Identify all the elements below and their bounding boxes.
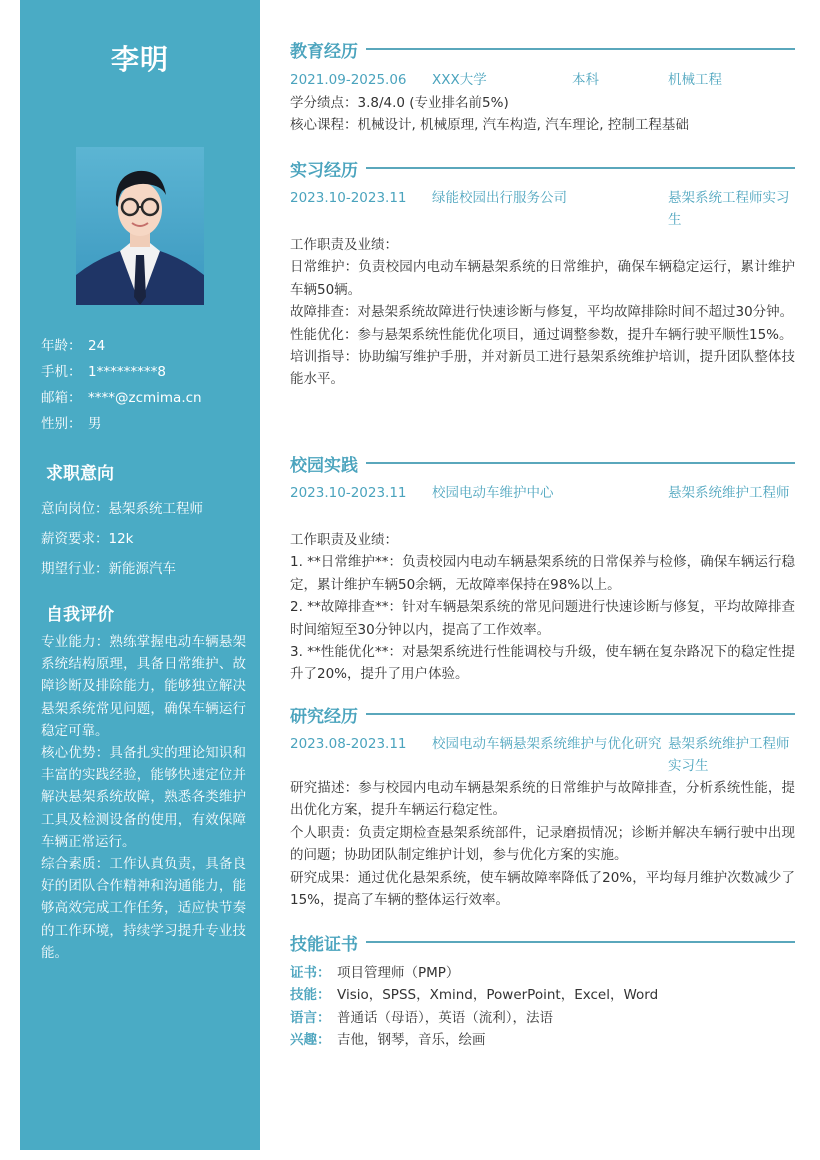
education-section [290, 37, 795, 137]
intent-position [41, 494, 256, 524]
education-major: 机械工程 [668, 72, 722, 88]
profile-photo [76, 147, 204, 305]
info-gender [41, 411, 251, 437]
section-divider [366, 462, 795, 464]
section-divider [366, 941, 795, 943]
research-project: 校园电动车辆悬架系统维护与优化研究 [432, 736, 662, 752]
research-role: 悬架系统维护工程师实习生 [668, 736, 790, 774]
portrait-image [76, 147, 204, 305]
self-eval-paragraph: 专业能力：熟练掌握电动车辆悬架系统结构原理，具备日常维护、故障诊断及排除能力，能够独立解决悬架系统常见问题，确保车辆运行稳定可靠。 [41, 634, 246, 739]
section-divider [366, 713, 795, 715]
info-phone [41, 359, 251, 385]
internship-company: 绿能校园出行服务公司 [432, 190, 567, 206]
campus-role: 悬架系统维护工程师 [668, 485, 790, 501]
info-value: ****@zcmima.cn [88, 390, 202, 406]
campus-line: 1. **日常维护**：负责校园内电动车辆悬架系统的日常保养与检修，确保车辆运行稳定，累计维护车辆50余辆，无故障率保持在98%以上。 [290, 554, 795, 593]
self-eval-paragraph: 核心优势：具备扎实的理论知识和丰富的实践经验，能够快速定位并解决悬架系统故障，熟悉各类维护工具及检测设备的使用，有效保障车辆正常运行。 [41, 745, 246, 850]
section-header [290, 930, 795, 954]
campus-date: 2023.10-2023.11 [290, 485, 407, 501]
internship-meta [290, 187, 795, 231]
skill-value: 普通话（母语），英语（流利），法语 [337, 1009, 553, 1026]
info-value: 1*********8 [88, 364, 166, 380]
skill-value: 吉他，钢琴，音乐，绘画 [337, 1032, 486, 1049]
personal-info [41, 333, 251, 437]
internship-role: 悬架系统工程师实习生 [668, 190, 790, 228]
campus-org: 校园电动车维护中心 [432, 485, 554, 501]
campus-line: 2. **故障排查**：针对车辆悬架系统的常见问题进行快速诊断与修复，平均故障排查时间缩短至30分钟以内，提高了工作效率。 [290, 599, 795, 638]
intent-value: 12k [108, 531, 134, 547]
education-line: 学分绩点：3.8/4.0 (专业排名前5%) [290, 95, 509, 111]
section-title: 实习经历 [290, 160, 358, 181]
info-email [41, 385, 251, 411]
intent-value: 新能源汽车 [108, 561, 176, 577]
section-header [290, 702, 795, 726]
skills-list [290, 962, 795, 1052]
section-title: 研究经历 [290, 706, 358, 727]
job-intent [41, 494, 256, 584]
info-label: 邮箱： [41, 390, 82, 406]
internship-line: 培训指导：协助编写维护手册，并对新员工进行悬架系统维护培训，提升团队整体技能水平。 [290, 349, 795, 388]
research-line: 个人职责：负责定期检查悬架系统部件，记录磨损情况；诊断并解决车辆行驶中出现的问题；协助团队制定维护计划，参与优化方案的实施。 [290, 824, 795, 864]
section-header [290, 156, 795, 180]
campus-line: 3. **性能优化**：对悬架系统进行性能调校与升级，使车辆在复杂路况下的稳定性提升了20%，提升了用户体验。 [290, 644, 795, 683]
section-header [290, 37, 795, 61]
section-divider [366, 48, 795, 50]
sidebar [20, 0, 260, 1150]
internship-line: 故障排查：对悬架系统故障进行快速诊断与修复，平均故障排除时间不超过30分钟。 [290, 304, 794, 321]
campus-meta [290, 482, 795, 526]
section-header [290, 451, 795, 475]
self-eval-title: 自我评价 [46, 605, 114, 625]
internship-line: 日常维护：负责校园内电动车辆悬架系统的日常维护，确保车辆稳定运行，累计维护车辆50辆。 [290, 259, 795, 298]
skill-label: 证书： [290, 965, 331, 981]
skill-label: 语言： [290, 1009, 331, 1026]
research-line: 研究成果：通过优化悬架系统，使车辆故障率降低了20%，平均每月维护次数减少了15%，提高了车辆的整体运行效率。 [290, 869, 795, 909]
intent-value: 悬架系统工程师 [108, 501, 203, 517]
internship-line: 工作职责及业绩： [290, 237, 398, 253]
research-line: 研究描述：参与校园内电动车辆悬架系统的日常维护与故障排查，分析系统性能，提出优化方案，提升车辆运行稳定性。 [290, 780, 795, 819]
intent-title: 求职意向 [46, 464, 114, 484]
self-evaluation [41, 631, 246, 964]
campus-line: 工作职责及业绩： [290, 532, 398, 548]
education-date: 2021.09-2025.06 [290, 72, 407, 88]
education-line: 核心课程：机械设计, 机械原理, 汽车构造, 汽车理论, 控制工程基础 [290, 117, 689, 134]
info-label: 年龄： [41, 338, 82, 354]
research-details [290, 777, 795, 911]
education-details [290, 92, 795, 137]
internship-line: 性能优化：参与悬架系统性能优化项目，通过调整参数，提升车辆行驶平顺性15%。 [290, 326, 793, 343]
info-label: 性别： [41, 416, 82, 432]
skill-row-skills [290, 984, 795, 1006]
self-eval-paragraph: 综合素质：工作认真负责，具备良好的团队合作精神和沟通能力，能够高效完成工作任务，适应快节奏的工作环境，持续学习提升专业技能。 [41, 856, 246, 961]
campus-section [290, 451, 795, 686]
campus-details [290, 529, 795, 686]
skill-row-interests [290, 1029, 795, 1051]
research-section [290, 702, 795, 911]
intent-label: 薪资要求： [41, 531, 109, 547]
internship-section [290, 156, 795, 391]
intent-label: 意向岗位： [41, 501, 109, 517]
intent-label: 期望行业： [41, 561, 109, 577]
research-date: 2023.08-2023.11 [290, 736, 407, 752]
research-meta [290, 733, 795, 777]
internship-date: 2023.10-2023.11 [290, 190, 407, 206]
education-degree: 本科 [572, 72, 599, 88]
info-label: 手机： [41, 364, 82, 380]
skills-section [290, 930, 795, 1052]
section-title: 技能证书 [290, 934, 358, 955]
skill-row-certificate [290, 962, 795, 984]
skill-label: 兴趣： [290, 1032, 331, 1049]
intent-salary [41, 524, 256, 554]
skill-value: 项目管理师（PMP） [337, 965, 460, 981]
intent-industry [41, 554, 256, 584]
section-title: 校园实践 [290, 455, 358, 476]
skill-row-language [290, 1007, 795, 1029]
skill-value: Visio，SPSS，Xmind，PowerPoint，Excel，Word [337, 987, 659, 1004]
section-title: 教育经历 [290, 41, 358, 62]
skill-label: 技能： [290, 987, 331, 1004]
internship-details [290, 234, 795, 391]
education-school: XXX大学 [432, 72, 487, 88]
info-value: 24 [88, 338, 106, 354]
education-meta [290, 69, 795, 91]
section-divider [366, 167, 795, 169]
info-age [41, 333, 251, 359]
candidate-name: 李明 [110, 43, 169, 76]
info-value: 男 [88, 416, 102, 432]
